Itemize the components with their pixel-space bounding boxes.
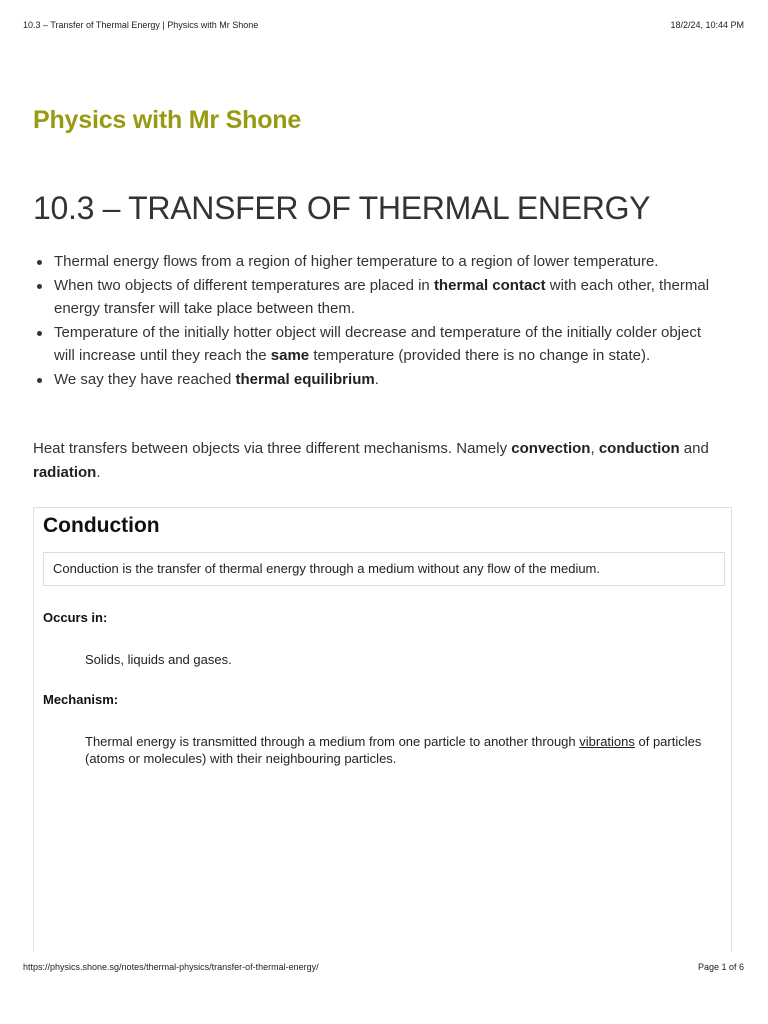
- mechanism-text-part: of particles (atoms or molecules) with their neighbouring particles.: [85, 734, 702, 766]
- bullet-text: temperature (provided there is no change in state).: [309, 347, 651, 364]
- intro-text: Heat transfers between objects via three different mechanisms. Namely: [33, 440, 512, 457]
- list-item: [33, 321, 723, 368]
- print-header-title: 10.3 – Transfer of Thermal Energy | Physics with Mr Shone: [23, 20, 259, 30]
- print-footer-page: Page 1 of 6: [697, 962, 744, 972]
- bold-term: conduction: [598, 440, 680, 457]
- key-points-list: [33, 250, 723, 391]
- print-footer: [23, 962, 744, 972]
- conduction-section: [33, 507, 732, 952]
- intro-paragraph: [33, 437, 733, 484]
- bullet-text: .: [374, 370, 379, 388]
- conduction-heading: Conduction: [43, 514, 160, 537]
- page-title: 10.3 – TRANSFER OF THERMAL ENERGY: [33, 190, 651, 226]
- list-item: [33, 250, 723, 274]
- print-footer-url: https://physics.shone.sg/notes/thermal-physics/transfer-of-thermal-energy/: [23, 962, 319, 972]
- list-item: [33, 274, 723, 321]
- occurs-in-text: Solids, liquids and gases.: [85, 652, 232, 667]
- intro-text: .: [96, 463, 101, 481]
- bold-term: radiation: [33, 463, 97, 481]
- conduction-definition: Conduction is the transfer of thermal energy through a medium without any flow of the medium.: [43, 552, 725, 586]
- bullet-text: We say they have reached: [54, 370, 236, 388]
- intro-text: ,: [590, 440, 599, 457]
- bullet-text: When two objects of different temperatures are placed in: [54, 276, 434, 294]
- bold-term: same: [270, 347, 310, 364]
- mechanism-text: [85, 733, 715, 767]
- print-header: [23, 20, 744, 30]
- intro-text: and: [679, 440, 709, 457]
- mechanism-label: Mechanism:: [43, 692, 119, 707]
- occurs-in-label: Occurs in:: [43, 610, 108, 625]
- bullet-text: Thermal energy flows from a region of higher temperature to a region of lower temperature.: [54, 253, 659, 270]
- vibrations-link[interactable]: vibrations: [579, 734, 635, 749]
- bold-term: thermal equilibrium: [235, 370, 375, 388]
- print-header-datetime: 18/2/24, 10:44 PM: [670, 20, 744, 30]
- list-item: [33, 368, 723, 392]
- site-title-link[interactable]: Physics with Mr Shone: [33, 106, 302, 134]
- bold-term: convection: [511, 440, 591, 457]
- mechanism-text-part: Thermal energy is transmitted through a medium from one particle to another through: [85, 734, 580, 749]
- bullet-text: with each other, thermal energy transfer will take place between them.: [54, 276, 710, 317]
- bold-term: thermal contact: [433, 276, 546, 294]
- bullet-text: Temperature of the initially hotter object will decrease and temperature of the initially colder object will increase until they reach the: [54, 323, 702, 364]
